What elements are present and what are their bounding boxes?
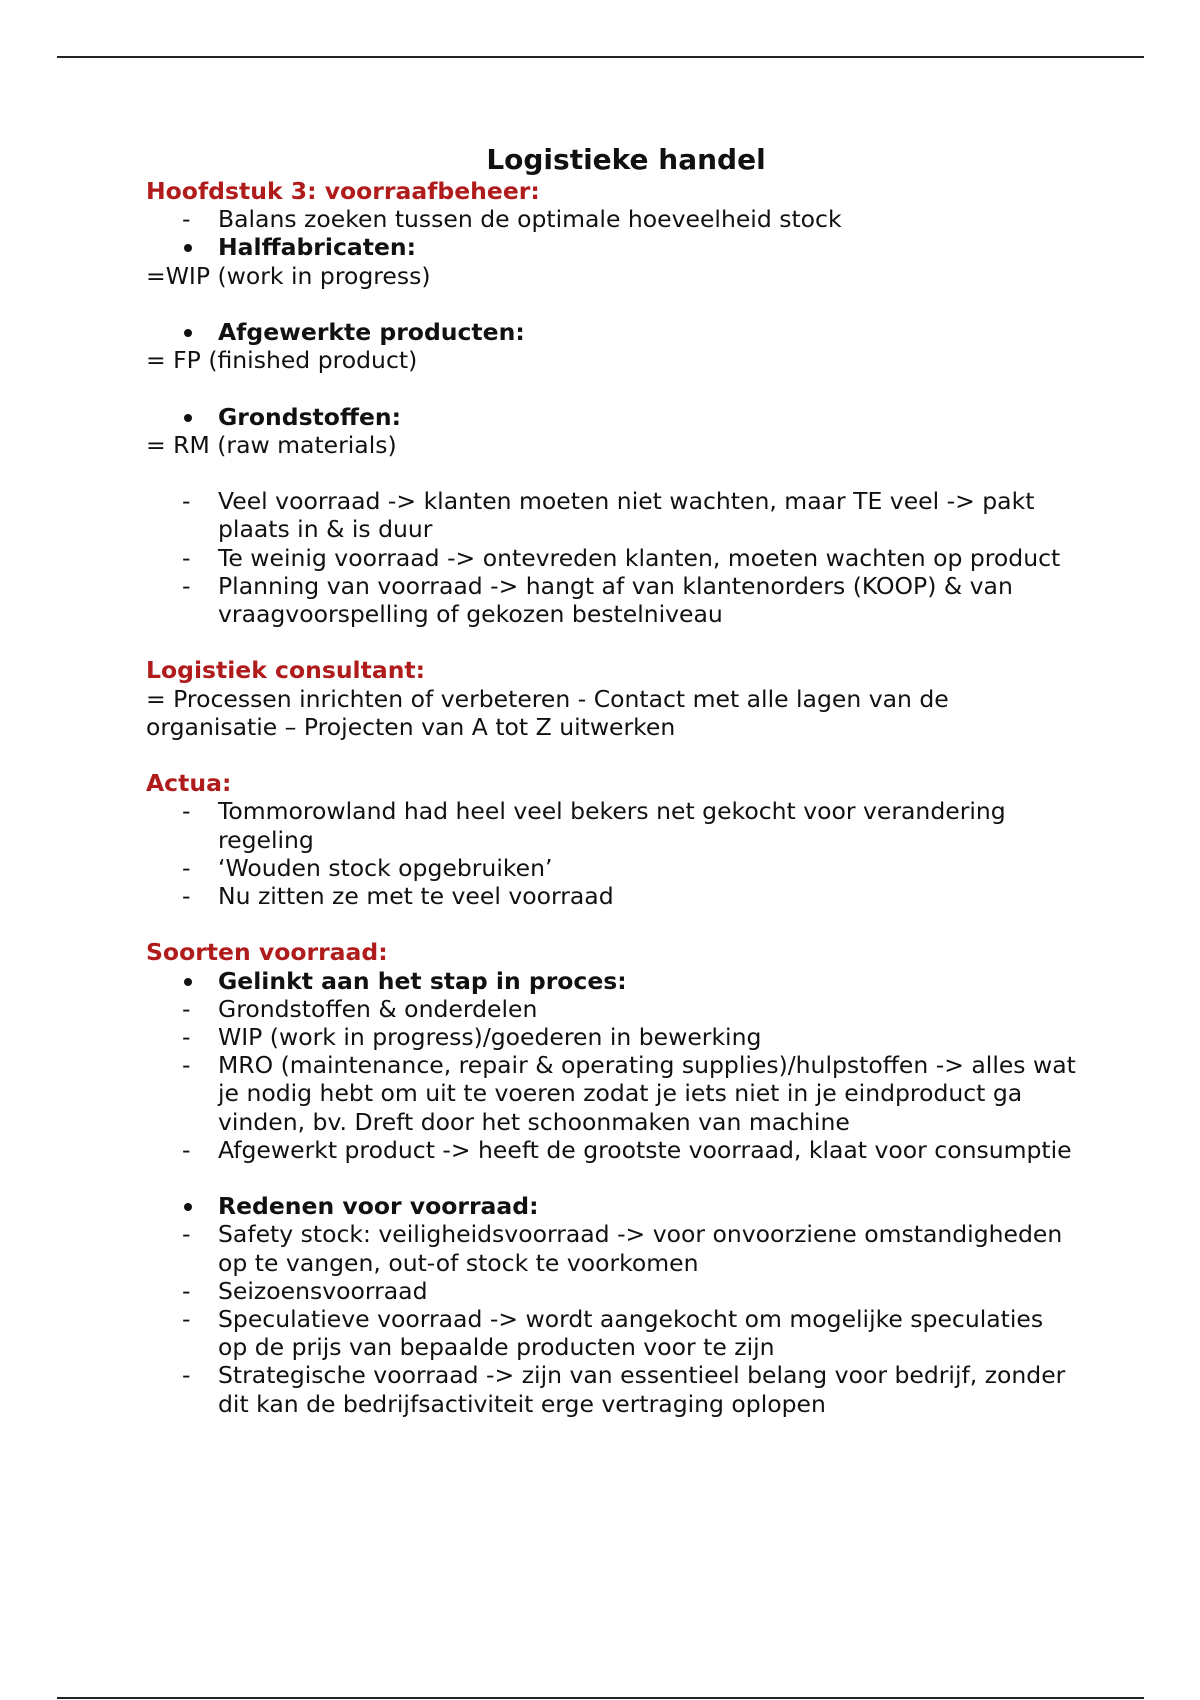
- list-item-text: Veel voorraad -> klanten moeten niet wachten, maar TE veel -> pakt plaats in & is duur: [218, 487, 1035, 544]
- list-item: [146, 205, 1076, 233]
- dash-marker: -: [182, 205, 191, 234]
- heading-actua: Actua:: [146, 769, 232, 798]
- list-item: [146, 572, 1076, 628]
- bullet-item: [146, 403, 1076, 431]
- list-item: [146, 1136, 1076, 1164]
- bullet-item: [146, 1192, 1076, 1220]
- top-rule: [57, 56, 1144, 58]
- list-item-text: Safety stock: veiligheidsvoorraad -> voor onvoorziene omstandigheden op te vangen, out-of stock te voorkomen: [218, 1220, 1063, 1277]
- definition-text: =WIP (work in progress): [146, 261, 431, 290]
- bullet-icon: [184, 978, 192, 986]
- bullet-item: [146, 233, 1076, 261]
- dash-marker: -: [182, 853, 191, 882]
- dash-marker: -: [182, 1135, 191, 1164]
- list-item: [146, 1220, 1076, 1276]
- bullet-item-text: Redenen voor voorraad:: [218, 1192, 539, 1221]
- page-title: Logistieke handel: [486, 143, 766, 176]
- bullet-item-text: Halffabricaten:: [218, 233, 417, 262]
- heading-soorten-voorraad: Soorten voorraad:: [146, 938, 388, 967]
- list-item-text: ‘Wouden stock opgebruiken’: [218, 853, 553, 882]
- list-item-text: Te weinig voorraad -> ontevreden klanten, moeten wachten op product: [218, 543, 1061, 572]
- list-item: [146, 1361, 1076, 1417]
- dash-marker: -: [182, 543, 191, 572]
- document-body: [146, 143, 1076, 1418]
- bullet-item-text: Afgewerkte producten:: [218, 318, 525, 346]
- dash-marker: -: [182, 1305, 191, 1334]
- dash-marker: -: [182, 1276, 191, 1305]
- list-item-text: Nu zitten ze met te veel voorraad: [218, 882, 614, 910]
- bullet-item-text: Gelinkt aan het stap in proces:: [218, 966, 627, 995]
- bottom-rule: [57, 1697, 1144, 1699]
- list-item: [146, 1305, 1076, 1361]
- dash-marker: -: [182, 487, 191, 516]
- paragraph-text: = Processen inrichten of verbeteren - Contact met alle lagen van de organisatie – Projecten van A tot Z uitwerken: [146, 684, 949, 741]
- list-item: [146, 544, 1076, 572]
- dash-marker: -: [182, 1361, 191, 1390]
- dash-marker: -: [182, 797, 191, 826]
- list-item: [146, 995, 1076, 1023]
- list-item-text: MRO (maintenance, repair & operating supplies)/hulpstoffen -> alles wat je nodig hebt om uit te voeren zodat je iets niet in je eindproduct ga vinden, bv. Dreft door het schoonmaken van machine: [218, 1051, 1076, 1136]
- bullet-item-text: Grondstoffen:: [218, 402, 402, 431]
- list-item-text: Strategische voorraad -> zijn van essentieel belang voor bedrijf, zonder dit kan de bedrijfsactiviteit erge vertraging oplopen: [218, 1361, 1066, 1418]
- list-item: [146, 1023, 1076, 1051]
- bullet-icon: [184, 1203, 192, 1211]
- list-item-text: Grondstoffen & onderdelen: [218, 994, 538, 1023]
- list-item-text: WIP (work in progress)/goederen in bewerking: [218, 1023, 762, 1051]
- list-item: [146, 882, 1076, 910]
- list-item-text: Balans zoeken tussen de optimale hoeveelheid stock: [218, 205, 842, 234]
- list-item: [146, 1051, 1076, 1136]
- dash-marker: -: [182, 1051, 191, 1080]
- heading-voorraadbeheer: Hoofdstuk 3: voorraafbeheer:: [146, 177, 540, 205]
- dash-marker: -: [182, 1023, 191, 1051]
- dash-marker: -: [182, 571, 191, 600]
- dash-marker: -: [182, 882, 191, 910]
- list-item-text: Planning van voorraad -> hangt af van klantenorders (KOOP) & van vraagvoorspelling of gekozen bestelniveau: [218, 571, 1013, 628]
- list-item: [146, 797, 1076, 853]
- list-item-text: Tommorowland had heel veel bekers net gekocht voor verandering regeling: [218, 797, 1006, 854]
- bullet-item: [146, 967, 1076, 995]
- dash-marker: -: [182, 1220, 191, 1249]
- list-item-text: Speculatieve voorraad -> wordt aangekocht om mogelijke speculaties op de prijs van bepaalde producten voor te zijn: [218, 1305, 1044, 1362]
- list-item: [146, 487, 1076, 543]
- bullet-icon: [184, 414, 192, 422]
- bullet-icon: [184, 329, 192, 337]
- definition-text: = FP (finished product): [146, 346, 418, 375]
- list-item-text: Seizoensvoorraad: [218, 1276, 428, 1305]
- dash-marker: -: [182, 994, 191, 1023]
- list-item: [146, 1277, 1076, 1305]
- bullet-item: [146, 318, 1076, 346]
- bullet-icon: [184, 244, 192, 252]
- list-item-text: Afgewerkt product -> heeft de grootste voorraad, klaat voor consumptie: [218, 1135, 1072, 1164]
- list-item: [146, 854, 1076, 882]
- heading-logistiek-consultant: Logistiek consultant:: [146, 656, 426, 685]
- definition-text: = RM (raw materials): [146, 430, 397, 459]
